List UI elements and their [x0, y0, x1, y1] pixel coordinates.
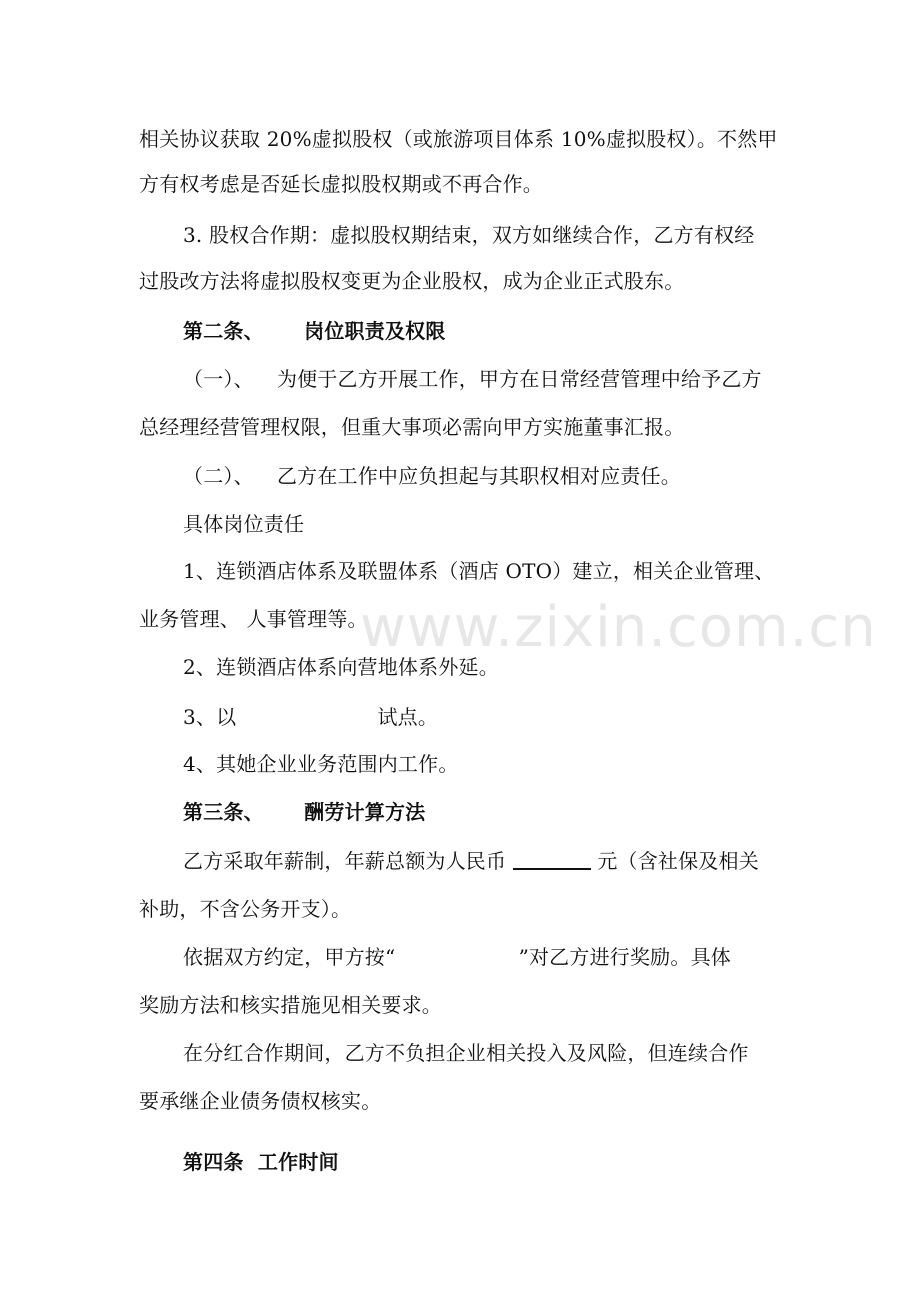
- list-marker: （二）、: [183, 464, 254, 488]
- paragraph-text: 试点。: [377, 705, 439, 729]
- paragraph-text: 3、以: [183, 705, 237, 729]
- paragraph-text: 为便于乙方开展工作，甲方在日常经营管理中给予乙方: [276, 367, 762, 391]
- paragraph-line: 总经理经营管理权限，但重大事项必需向甲方实施董事汇报。: [139, 415, 685, 439]
- paragraph-line: [183, 704, 438, 730]
- paragraph-text: 乙方在工作中应负担起与其职权相对应责任。: [276, 464, 681, 488]
- paragraph-text: ”对乙方进行奖励。具体: [518, 945, 731, 969]
- paragraph-line: [183, 944, 731, 970]
- paragraph-text: 元（含社保及相关: [597, 849, 759, 873]
- paragraph-line: 4、其她企业业务范围内工作。: [183, 752, 459, 776]
- paragraph-line: 2、连锁酒店体系向营地体系外延。: [183, 655, 499, 679]
- paragraph-line: 奖励方法和核实措施见相关要求。: [139, 993, 442, 1017]
- paragraph-line: [183, 366, 762, 392]
- paragraph-line: 方有权考虑是否延长虚拟股权期或不再合作。: [139, 172, 543, 196]
- section-heading-4: 第四条 工作时间: [183, 1150, 339, 1174]
- section-heading-title: 酬劳计算方法: [304, 800, 426, 824]
- paragraph-line: 3. 股权合作期：虚拟股权期结束，双方如继续合作，乙方有权经: [183, 223, 755, 247]
- watermark: www.zixin.com.cn: [360, 595, 877, 660]
- section-heading-number: 第二条、: [183, 319, 264, 343]
- salary-blank: [513, 848, 591, 870]
- section-heading-2: [183, 318, 446, 344]
- paragraph-line: 具体岗位责任: [183, 512, 305, 536]
- section-heading-title: 岗位职责及权限: [304, 319, 446, 343]
- paragraph-text: 依据双方约定，甲方按“: [183, 945, 396, 969]
- paragraph-line: 1、连锁酒店体系及联盟体系（酒店 OTO）建立，相关企业管理、: [183, 559, 775, 583]
- paragraph-line: 补助，不含公务开支）。: [139, 897, 352, 921]
- paragraph-line: 业务管理、 人事管理等。: [139, 607, 368, 631]
- paragraph-line: [183, 463, 681, 489]
- paragraph-line: [183, 848, 759, 874]
- list-marker: （一）、: [183, 367, 254, 391]
- section-heading-3: [183, 799, 425, 825]
- paragraph-line: 要承继企业债务债权核实。: [139, 1089, 382, 1113]
- paragraph-text: 乙方采取年薪制，年薪总额为人民币: [183, 849, 507, 873]
- paragraph-line: 过股改方法将虚拟股权变更为企业股权，成为企业正式股东。: [139, 269, 685, 293]
- paragraph-line: 在分红合作期间，乙方不负担企业相关投入及风险，但连续合作: [183, 1041, 749, 1065]
- section-heading-number: 第三条、: [183, 800, 264, 824]
- paragraph-line: 相关协议获取 20%虚拟股权（或旅游项目体系 10%虚拟股权）。不然甲: [139, 127, 778, 151]
